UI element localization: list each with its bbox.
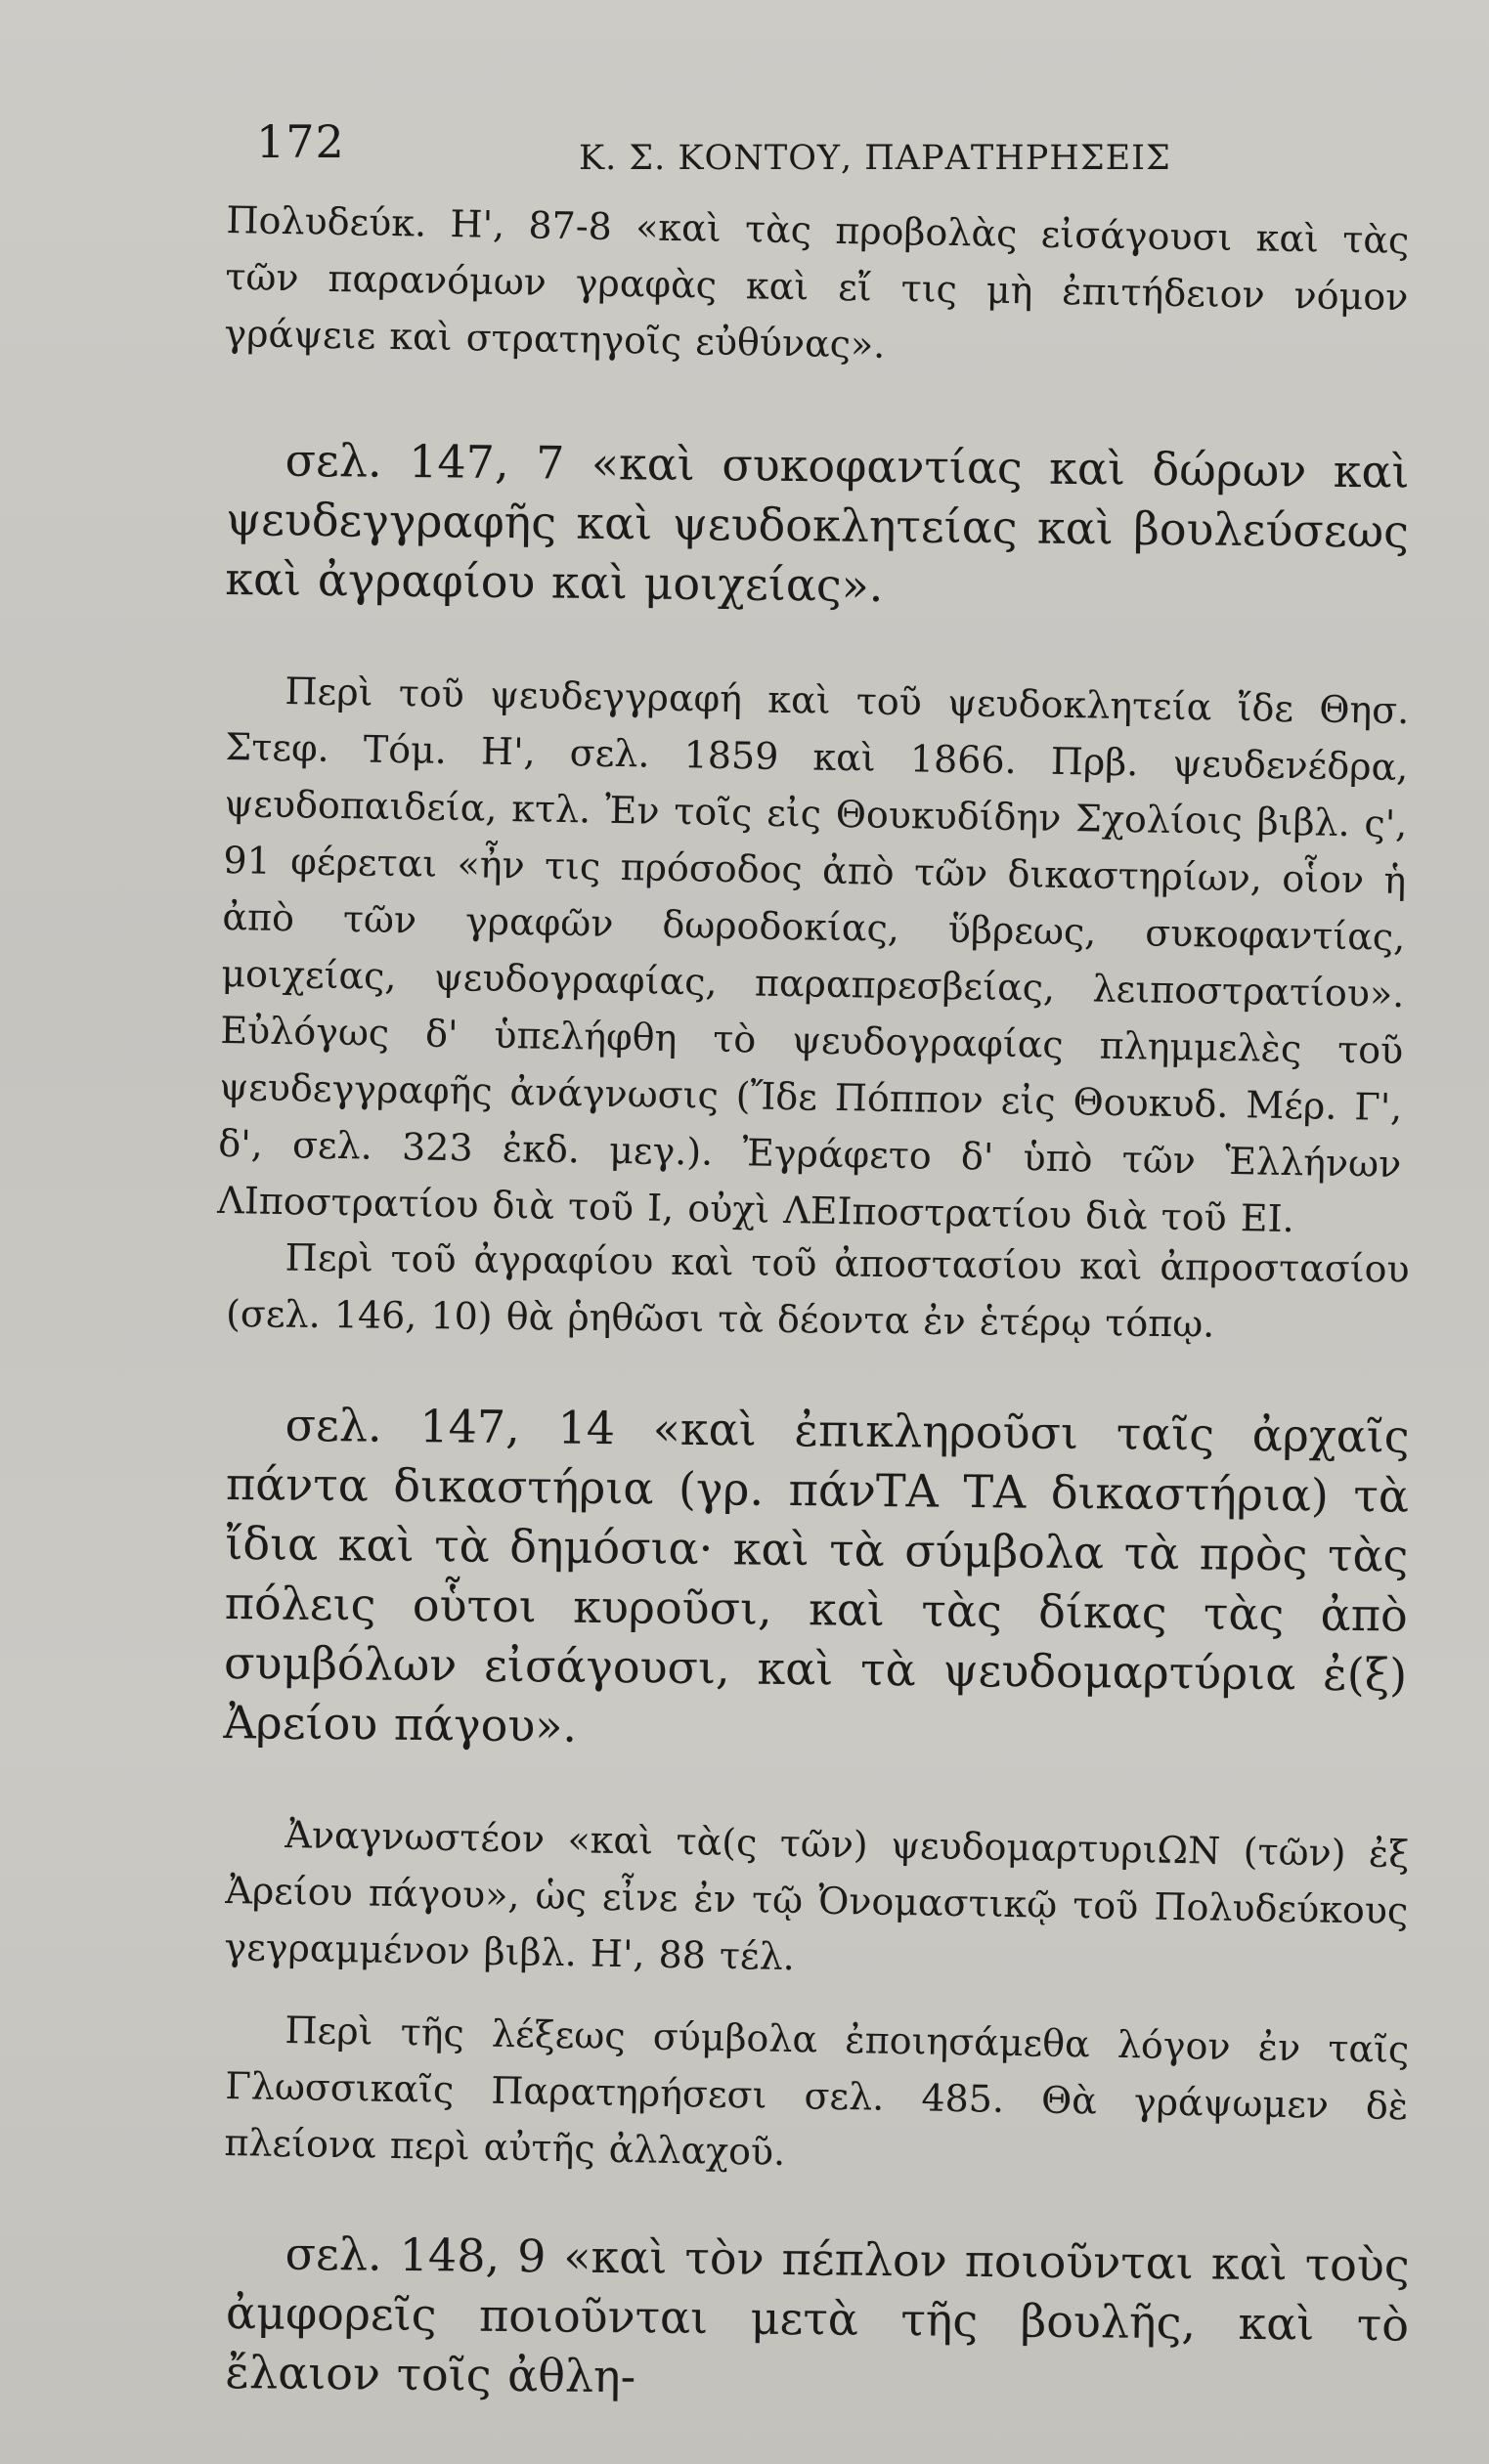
paragraph-pollux-quote: Πολυδεύκ. Η', 87-8 «καὶ τὰς προβολὰς εἰσάγουσι καὶ τὰς τῶν παρανόμων γραφὰς καὶ εἴ τις μὴ ἐπιτήδειον νόμον γράψειε καὶ στρατηγοῖς εὐθύνας». [224,197,1410,367]
paragraph-pseudengraphe-note: Περὶ τοῦ ψευδεγγραφή καὶ τοῦ ψευδοκλητεία ἴδε Θησ. Στεφ. Τόμ. Η', σελ. 1859 καὶ 1866. Πρβ. ψευδενέδρα, ψευδοπαιδεία, κτλ. Ἐν τοῖς εἰς Θουκυδίδην Σχολίοις βιβλ. ς', 91 φέρεται «ἦν τις πρόσοδος ἀπὸ τῶν δικαστηρίων, οἷον ἡ ἀπὸ τῶν γραφῶν δωροδοκίας, ὕβρεως, συκοφαντίας, μοιχείας, ψευδογραφίας, παραπρεσβείας, λειποστρατίου». Εὐλόγως δ' ὑπελήφθη τὸ ψευδογραφίας πλημμελὲς τοῦ ψευδεγγραφῆς ἀνάγνωσις (Ἴδε Πόππον εἰς Θουκυδ. Μέρ. Γ', δ', σελ. 323 ἐκδ. μεγ.). Ἐγράφετο δ' ὑπὸ τῶν Ἑλλήνων ΛΙποστρατίου διὰ τοῦ Ι, οὐχὶ ΛΕΙποστρατίου διὰ τοῦ ΕΙ. [216,670,1410,1241]
running-head: Κ. Σ. ΚΟΝΤΟΥ, ΠΑΡΑΤΗΡΗΣΕΙΣ [579,139,1171,178]
paragraph-page-147-7: σελ. 147, 7 «καὶ συκοφαντίας καὶ δώρων καὶ ψευδεγγραφῆς καὶ ψευδοκλητείας καὶ βουλεύσεως καὶ ἀγραφίου καὶ μοιχείας». [225,433,1410,613]
paragraph-agraphiou-note: Περὶ τοῦ ἀγραφίου καὶ τοῦ ἀποστασίου καὶ ἀπροστασίου (σελ. 146, 10) θὰ ῥηθῶσι τὰ δέοντα ἐν ἑτέρῳ τόπῳ. [225,1235,1410,1346]
paragraph-anagnosteon-note: Ἀναγνωστέον «καὶ τὰ(ς τῶν) ψευδομαρτυριΩΝ (τῶν) ἐξ Ἀρείου πάγου», ὡς εἶνε ἐν τῷ Ὀνομαστικῷ τοῦ Πολυδεύκους γεγραμμένον βιβλ. Η', 88 τέλ. [224,1813,1410,1979]
page-header [256,115,1234,184]
page-body [216,192,1410,2403]
paragraph-symbola-note: Περὶ τῆς λέξεως σύμβολα ἐποιησάμεθα λόγον ἐν ταῖς Γλωσσικαῖς Παρατηρήσεσι σελ. 485. Θὰ γράψωμεν δὲ πλείονα περὶ αὐτῆς ἀλλαχοῦ. [224,2009,1410,2174]
page-number: 172 [256,115,345,168]
paragraph-page-148-9: σελ. 148, 9 «καὶ τὸν πέπλον ποιοῦνται καὶ τοὺς ἀμφορεῖς ποιοῦνται μετὰ τῆς βουλῆς, καὶ τὸ ἔλαιον τοῖς ἀθλη- [225,2226,1410,2403]
paragraph-page-147-14: σελ. 147, 14 «καὶ ἐπικληροῦσι ταῖς ἀρχαῖς πάντα δικαστήρια (γρ. πάνΤΑ ΤΑ δικαστήρια) τὰ ἴδια καὶ τὰ δημόσια· καὶ τὰ σύμβολα τὰ πρὸς τὰς πόλεις οὗτοι κυροῦσι, καὶ τὰς δίκας τὰς ἀπὸ συμβόλων εἰσάγουσι, καὶ τὰ ψευδομαρτύρια ἐ(ξ) Ἀρείου πάγου». [223,1398,1410,1752]
